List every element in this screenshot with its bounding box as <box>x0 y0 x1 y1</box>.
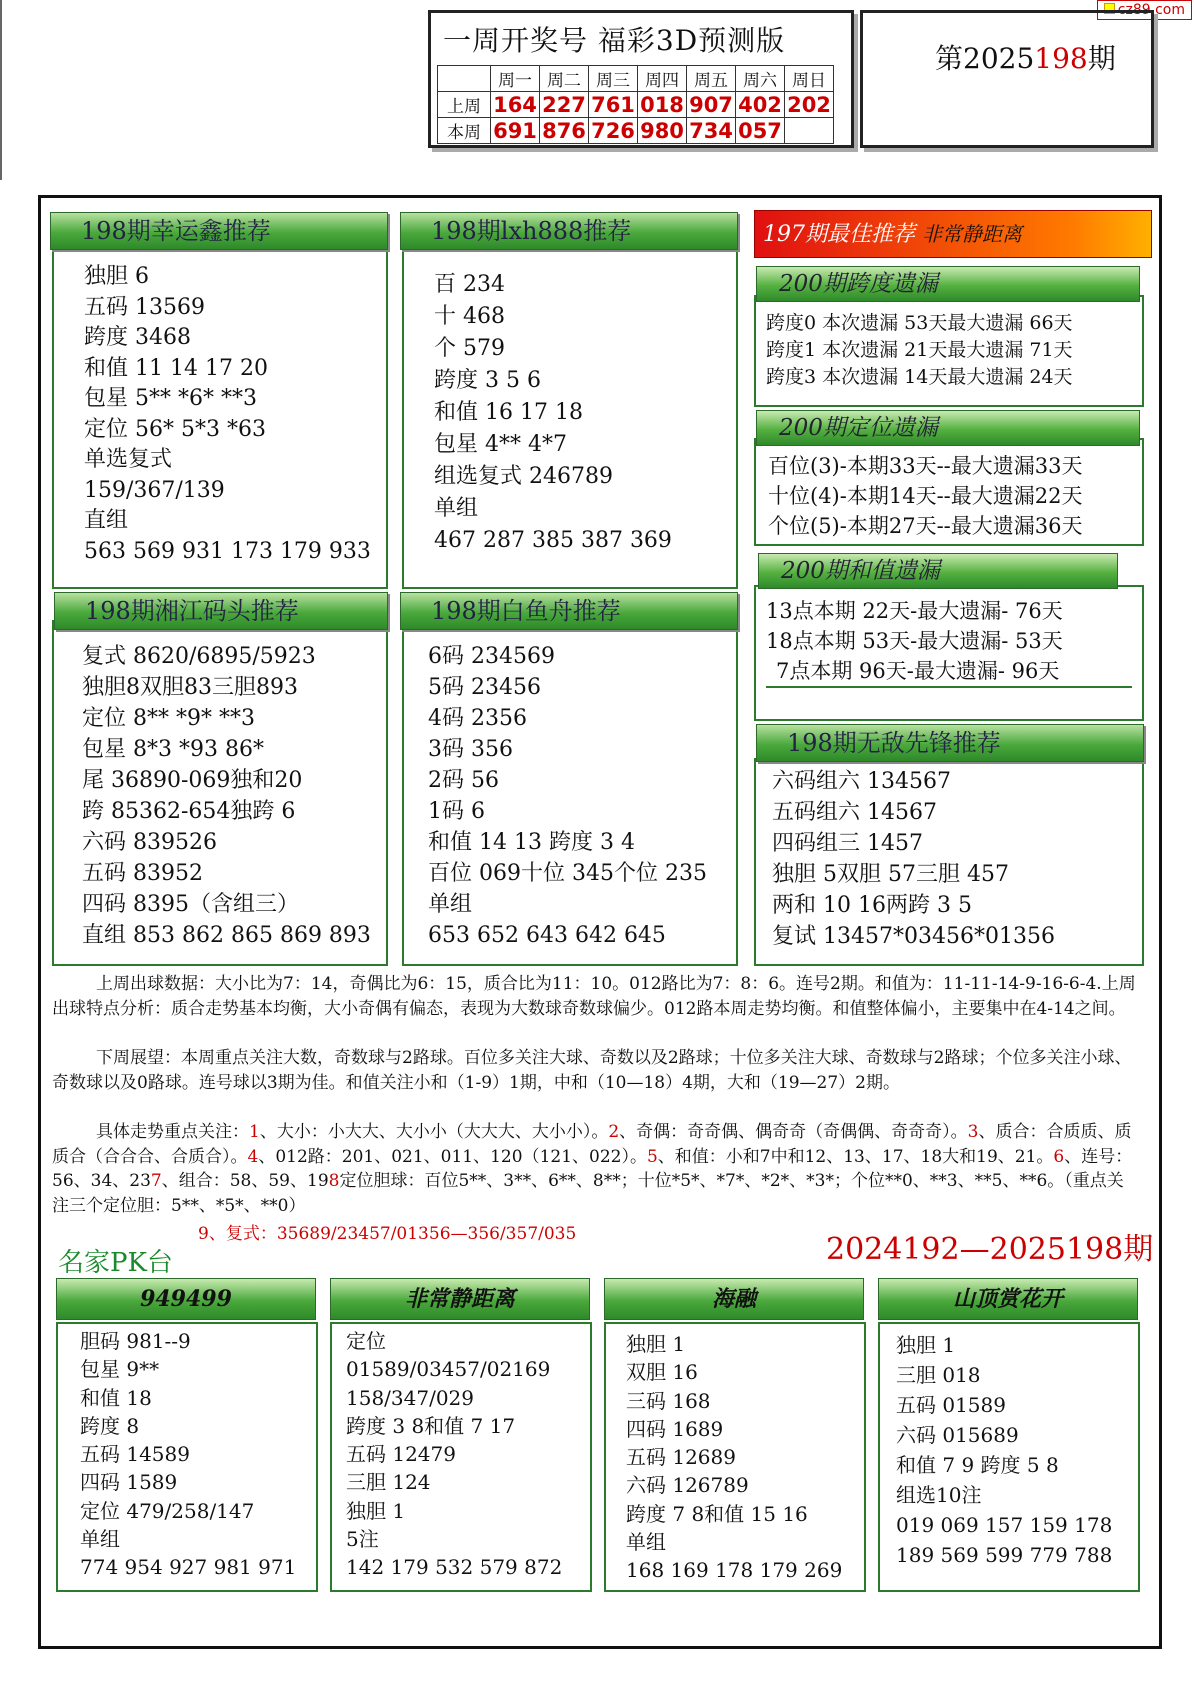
draw-number: 734 <box>687 118 736 144</box>
recommend-lines: 6码 234569 5码 23456 4码 2356 3码 356 2码 56 1码 6 和值 14 13 跨度 3 4 百位 069十位 345个位 235 单组 653 652 643 642 645 <box>428 644 707 948</box>
weekly-draw-title: 一周开奖号 福彩3D预测版 <box>443 24 786 57</box>
draw-number: 057 <box>736 118 785 144</box>
recommend-title: 198期lxh888推荐 <box>400 212 738 250</box>
span-missing-lines: 跨度0 本次遗漏 53天最大遗漏 66天 跨度1 本次遗漏 21天最大遗漏 71天 跨度3 本次遗漏 14天最大遗漏 24天 <box>766 312 1073 388</box>
position-missing-title: 200期定位遗漏 <box>756 410 1140 446</box>
issue-panel <box>860 10 1154 148</box>
weekly-draw-table <box>437 65 834 144</box>
site-badge[interactable]: cz89.com <box>1097 0 1192 20</box>
day-cell: 周五 <box>687 66 736 92</box>
recommend-title: 198期湘江码头推荐 <box>54 592 388 630</box>
pk-lines: 定位 01589/03457/02169 158/347/029 跨度 3 8和值 7 17 五码 12479 三胆 124 独胆 1 5注 142 179 532 579 872 <box>346 1329 563 1580</box>
analysis-paragraph-3: 具体走势重点关注：1、大小：小大大、大小小（大大大、大小小）。2、奇偶：奇奇偶、偶奇奇（奇偶偶、奇奇奇）。3、质合：合质质、质质合（合合合、合质合）。4、012路：201、021、011、120（121、022）。5、和值：小和7中和12、13、17、18大和19、21。6、连号：56、34、237、组合：58、59、198定位胆球：百位5**、3**、6**、8**；十位*5*、*7*、*2*、*3*；个位**0、**3、**5、**6。（重点关注三个定位胆：5**、*5*、**0） <box>52 1122 1133 1216</box>
draw-number: 876 <box>540 118 589 144</box>
draw-number: 907 <box>687 92 736 118</box>
recommend-title: 198期幸运鑫推荐 <box>50 212 388 250</box>
row-label: 本周 <box>438 118 491 144</box>
last-week-row <box>438 92 834 118</box>
recommend-lines: 百 234 十 468 个 579 跨度 3 5 6 和值 16 17 18 包星 4** 4*7 组选复式 246789 单组 467 287 385 387 369 <box>434 272 672 553</box>
draw-number: 227 <box>540 92 589 118</box>
page-edge-mark <box>0 0 2 180</box>
day-cell: 周六 <box>736 66 785 92</box>
recommend-lines: 复式 8620/6895/5923 独胆8双胆83三胆893 定位 8** *9* **3 包星 8*3 *93 86* 尾 36890-069独和20 跨 85362-654独跨 6 六码 839526 五码 83952 四码 8395（含组三） 直组 853 862 865 869 893 <box>82 644 371 948</box>
draw-number: 980 <box>638 118 687 144</box>
recommend-lines: 独胆 6 五码 13569 跨度 3468 和值 11 14 17 20 包星 5** *6* **3 定位 56* 5*3 *63 单选复式 159/367/139 直组 563 569 931 173 179 933 <box>84 264 371 564</box>
draw-number: 202 <box>785 92 834 118</box>
day-cell: 周日 <box>785 66 834 92</box>
pk-lines: 独胆 1 双胆 16 三码 168 四码 1689 五码 12689 六码 126789 跨度 7 8和值 15 16 单组 168 169 178 179 269 <box>626 1332 843 1583</box>
draw-number: 402 <box>736 92 785 118</box>
this-week-row <box>438 118 834 144</box>
draw-number: 018 <box>638 92 687 118</box>
analysis-compound: 9、复式：35689/23457/01356—356/357/035 <box>198 1224 577 1244</box>
pk-title: 949499 <box>56 1278 316 1320</box>
draw-number <box>785 118 834 144</box>
row-label: 上周 <box>438 92 491 118</box>
analysis-paragraph-1: 上周出球数据：大小比为7：14，奇偶比为6：15，质合比为11：10。012路比为7：8：6。连号2期。和值为：11-11-14-9-16-6-4.上周出球特点分析：质合走势基本均衡，大小奇偶有偏态，表现为大数球奇数球偏少。012路本周走势均衡。和值整体偏小，主要集中在4-14之间。 <box>52 974 1136 1019</box>
draw-number: 691 <box>491 118 540 144</box>
pk-section-label: 名家PK台 <box>58 1248 173 1278</box>
sum-missing-title: 200期和值遗漏 <box>758 553 1118 589</box>
issue-number: 第2025198期 <box>935 42 1116 75</box>
recommend-title: 198期白鱼舟推荐 <box>400 592 738 630</box>
weekly-draw-panel <box>428 10 854 148</box>
analysis-paragraph-2: 下周展望：本周重点关注大数，奇数球与2路球。百位多关注大球、奇数以及2路球；十位多关注大球、奇数球与2路球；个位多关注小球、奇数球以及0路球。连号球以3期为佳。和值关注小和（1-9）1期，中和（10—18）4期，大和（19—27）2期。 <box>52 1048 1132 1093</box>
recommend-lines: 六码组六 134567 五码组六 14567 四码组三 1457 独胆 5双胆 57三胆 457 两和 10 16两跨 3 5 复试 13457*03456*01356 <box>772 769 1055 949</box>
day-cell: 周三 <box>589 66 638 92</box>
day-cell: 周四 <box>638 66 687 92</box>
position-missing-lines: 百位(3)-本期33天--最大遗漏33天 十位(4)-本期14天--最大遗漏22天 个位(5)-本期27天--最大遗漏36天 <box>768 454 1083 538</box>
best-recommend-banner: 197期最佳推荐 非常静距离 <box>754 210 1152 258</box>
pk-lines: 独胆 1 三胆 018 五码 01589 六码 015689 和值 7 9 跨度 5 8 组选10注 019 069 157 159 178 189 569 599 779 788 <box>896 1333 1113 1567</box>
day-cell: 周一 <box>491 66 540 92</box>
pk-title: 非常静距离 <box>330 1278 590 1320</box>
day-header-row <box>438 66 834 92</box>
pk-date-range: 2024192—2025198期 <box>826 1232 1154 1267</box>
pk-lines: 胆码 981--9 包星 9** 和值 18 跨度 8 五码 14589 四码 1589 定位 479/258/147 单组 774 954 927 981 971 <box>80 1329 297 1580</box>
pk-title: 山顶赏花开 <box>878 1278 1138 1320</box>
draw-number: 164 <box>491 92 540 118</box>
sum-missing-lines: 13点本期 22天-最大遗漏- 76天 18点本期 53天-最大遗漏- 53天 7点本期 96天-最大遗漏- 96天 <box>766 599 1063 683</box>
recommend-title: 198期无敌先锋推荐 <box>756 724 1144 762</box>
divider <box>766 686 1132 688</box>
span-missing-title: 200期跨度遗漏 <box>756 266 1140 302</box>
corner-cell <box>438 66 491 92</box>
draw-number: 761 <box>589 92 638 118</box>
pk-title: 海融 <box>604 1278 864 1320</box>
day-cell: 周二 <box>540 66 589 92</box>
draw-number: 726 <box>589 118 638 144</box>
